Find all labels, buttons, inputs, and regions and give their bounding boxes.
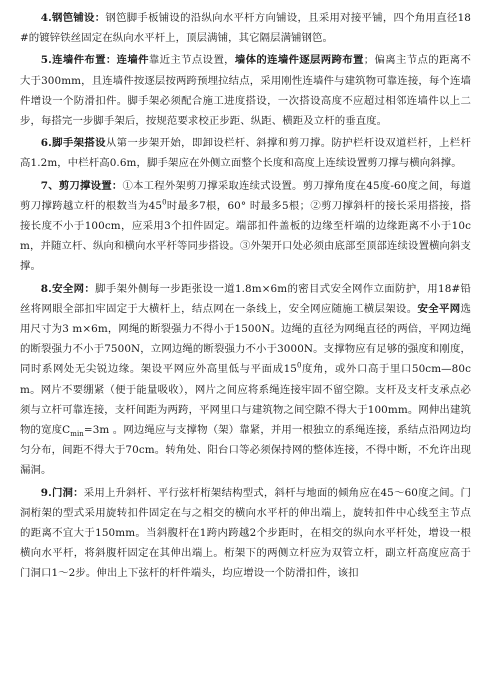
text-run: 时最多7根，60° 时最多5根；②剪刀撑斜杆的接长采用搭接，搭接长度不小于100cm，应采用3个扣件固定。端部扣件盖板的边缘至杆端的边缘距离不小于10cm，并随立杆、纵向和横向水平杆等同步搭设。③外架开口处必须由底部至顶部连续设置横向斜支撑。 <box>20 199 471 273</box>
paragraph-cross-bracing <box>20 176 471 277</box>
text-run: ；偏离主节点的距离不大于300mm，且连墙件按逐层按两跨预埋拉结点，采用刚性连墙件与建筑物可靠连接，每个连墙件增设一个防滑扣件。脚手架必须配合施工进度搭设，一次搭设高度不应超过相邻连墙件以上二步，每搭完一步脚手架后，按规范要求校正步距、纵距、横距及立杆的垂直度。 <box>20 54 472 128</box>
text-run: 靠近主节点设置， <box>148 54 235 67</box>
text-run: 9.门洞： <box>40 486 84 499</box>
text-run: 6.脚手架搭设 <box>40 137 106 150</box>
text-run: 墙体的连墙件逐层两跨布置 <box>234 54 364 67</box>
paragraph-doorway <box>20 483 471 584</box>
text-run: 安全平网 <box>417 302 461 315</box>
text-run: 钢笆脚手板铺设的沿纵向水平杆方向铺设，且采用对接平铺，四个角用直径18#的镀锌铁丝固定在纵向水平杆上，顶层满铺，其它隔层满铺钢笆。 <box>20 12 472 45</box>
text-run: 从第一步架开始，即卸设栏杆、斜撑和剪刀撑。防护栏杆设双道栏杆，上栏杆高1.2m，中栏杆高0.6m，脚手架应在外侧立面整个长度和高度上连续设置剪刀撑与横向斜撑。 <box>20 137 471 170</box>
text-run: min <box>70 430 84 439</box>
text-run: 7、剪刀撑设置： <box>40 179 123 192</box>
text-run: 5.连墙件布置： <box>40 54 117 67</box>
paragraph-wall-ties <box>20 50 471 131</box>
text-run: 0 <box>297 361 302 370</box>
text-run: 8.安全网： <box>40 282 96 295</box>
text-run: 选用尺寸为3 m×6m，网绳的断裂强力不得小于1500N。边绳的直径为网绳直径的两倍，平网边绳的断裂强力不小于7500N，立网边绳的断裂强力不小于3000N。支撑物应有足够的强度和刚度，同时系网处无尖锐边缘。架设平网应外高里低与平面成15 <box>20 302 471 376</box>
text-run: =3m 。网边绳应与支撑物（架）靠紧，并用一根独立的系绳连接，系结点沿网边均匀分布，间距不得大于70cm。转角处、阳台口等必须保持网的整体连接，不得中断，不允许出现漏洞。 <box>20 424 471 477</box>
paragraph-steel-fence-laying <box>20 8 471 48</box>
text-run: 连墙件 <box>116 54 149 67</box>
text-run: 0 <box>162 198 167 207</box>
text-run: ①本工程外架剪刀撑采取连续式设置。剪刀撑角度在45度-60度之间，每道剪刀撑跨越立杆的根数当为45 <box>20 179 471 212</box>
paragraph-scaffold-erection <box>20 133 471 173</box>
text-run: 4.钢笆铺设： <box>40 12 106 24</box>
text-run: 脚手架外侧每一步距张设一道1.8m×6m的密目式安全网作立面防护，用18#铅丝将网眼全部扣牢固定于大横杆上，结点网在一条线上，安全网应随施工横层架设。 <box>20 282 471 315</box>
paragraph-safety-net <box>20 279 471 481</box>
text-run: 采用上升斜杆、平行弦杆桁架结构型式，斜杆与地面的倾角应在45～60度之间。门洞桁架的型式采用旋转扣件固定在与之相交的横向水平杆的伸出端上，旋转扣件中心线至主节点的距离不宜大于150mm。当斜腹杆在1跨内跨越2个步距时，在相交的纵向水平杆处，增设一根横向水平杆，将斜腹杆固定在其伸出端上。桁架下的两侧立杆应为双管立杆，副立杆高度应高于门洞口1～2步。伸出上下弦杆的杆件端头，均应增设一个防滑扣件，该扣 <box>20 486 471 580</box>
text-run: 度角，或外口高于里口50cm—80cm。网片不要绷紧（便于能量吸收），网片之间应将系绳连接牢固不留空隙。支杆及支杆支承点必须与立杆可靠连接，支杆间距为两跨，平网里口与建筑物之间空隙不得大于100mm。网伸出建筑物的宽度C <box>20 363 471 437</box>
